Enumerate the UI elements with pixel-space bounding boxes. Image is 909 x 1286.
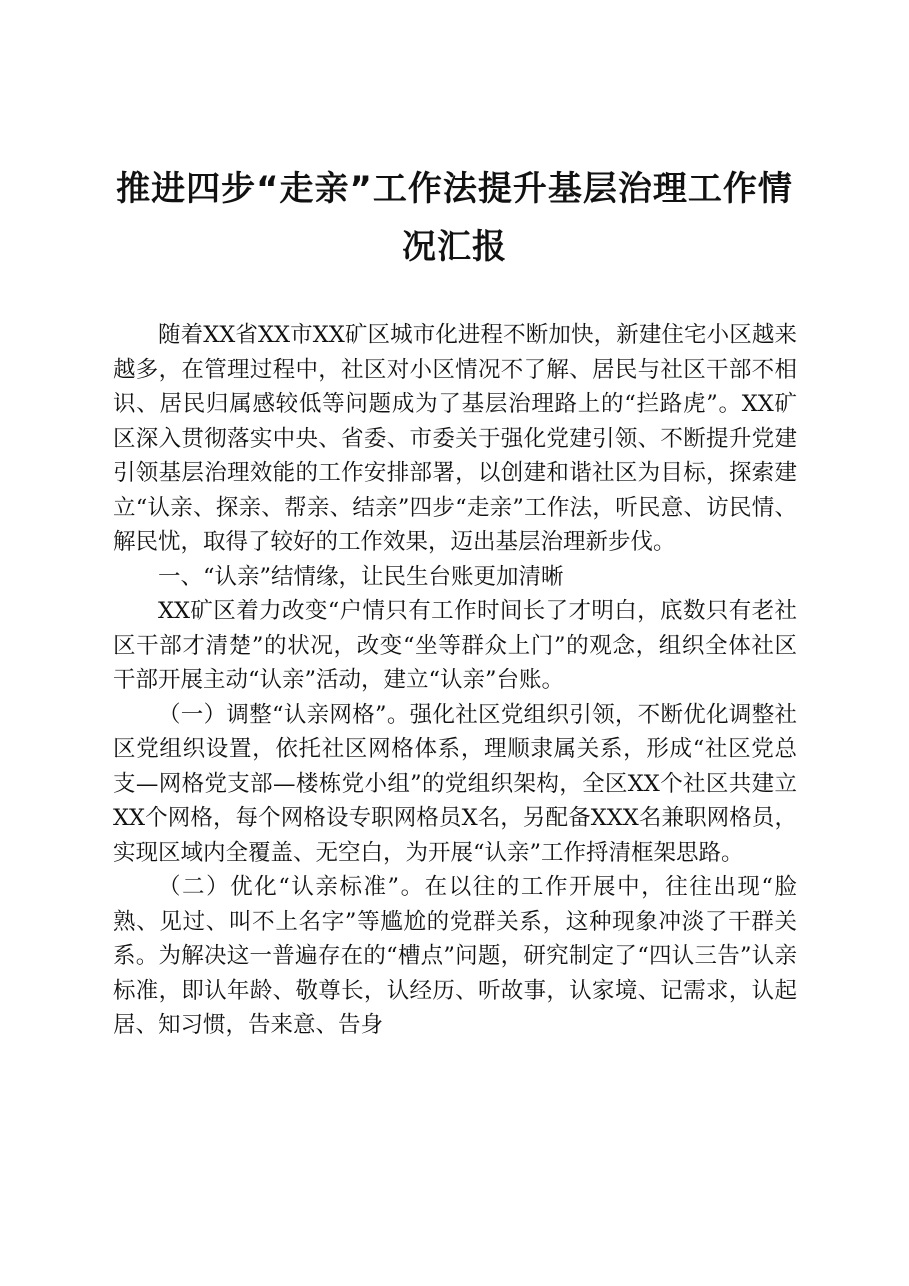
paragraph-intro: 随着XX省XX市XX矿区城市化进程不断加快，新建住宅小区越来越多，在管理过程中，社区对小区情况不了解、居民与社区干部不相识、居民归属感较低等问题成为了基层治理路上的“拦路虎”。XX矿区深入贯彻落实中央、省委、市委关于强化党建引领、不断提升党建引领基层治理效能的工作安排部署，以创建和谐社区为目标，探索建立“认亲、探亲、帮亲、结亲”四步“走亲”工作法，听民意、访民情、解民忧，取得了较好的工作效果，迈出基层治理新步伐。 [113, 322, 797, 555]
title-line-1: 推进四步“走亲”工作法提升基层治理工作情 [116, 169, 793, 209]
paragraph-subsection-2: （二）优化“认亲标准”。在以往的工作开展中，往往出现“脸熟、见过、叫不上名字”等尴尬的党群关系，这种现象冲淡了干群关系。为解决这一普遍存在的“槽点”问题，研究制定了“四认三告”认亲标准，即认年龄、敬尊长，认经历、听故事，认家境、记需求，认起居、知习惯，告来意、告身 [113, 874, 797, 1038]
document-title [100, 160, 809, 276]
document-body [113, 318, 797, 1043]
paragraph-subsection-1: （一）调整“认亲网格”。强化社区党组织引领，不断优化调整社区党组织设置，依托社区网格体系，理顺隶属关系，形成“社区党总支—网格党支部—楼栋党小组”的党组织架构，全区XX个社区共建立XX个网格，每个网格设专职网格员X名，另配备XXX名兼职网格员，实现区域内全覆盖、无空白，为开展“认亲”工作捋清框架思路。 [113, 701, 797, 866]
title-line-2: 况汇报 [402, 227, 507, 267]
section-heading-1: 一、“认亲”结情缘，让民生台账更加清晰 [158, 563, 564, 590]
paragraph-section-1: XX矿区着力改变“户情只有工作时间长了才明白，底数只有老社区干部才清楚”的状况，改变“坐等群众上门”的观念，组织全体社区干部开展主动“认亲”活动，建立“认亲”台账。 [113, 598, 797, 693]
